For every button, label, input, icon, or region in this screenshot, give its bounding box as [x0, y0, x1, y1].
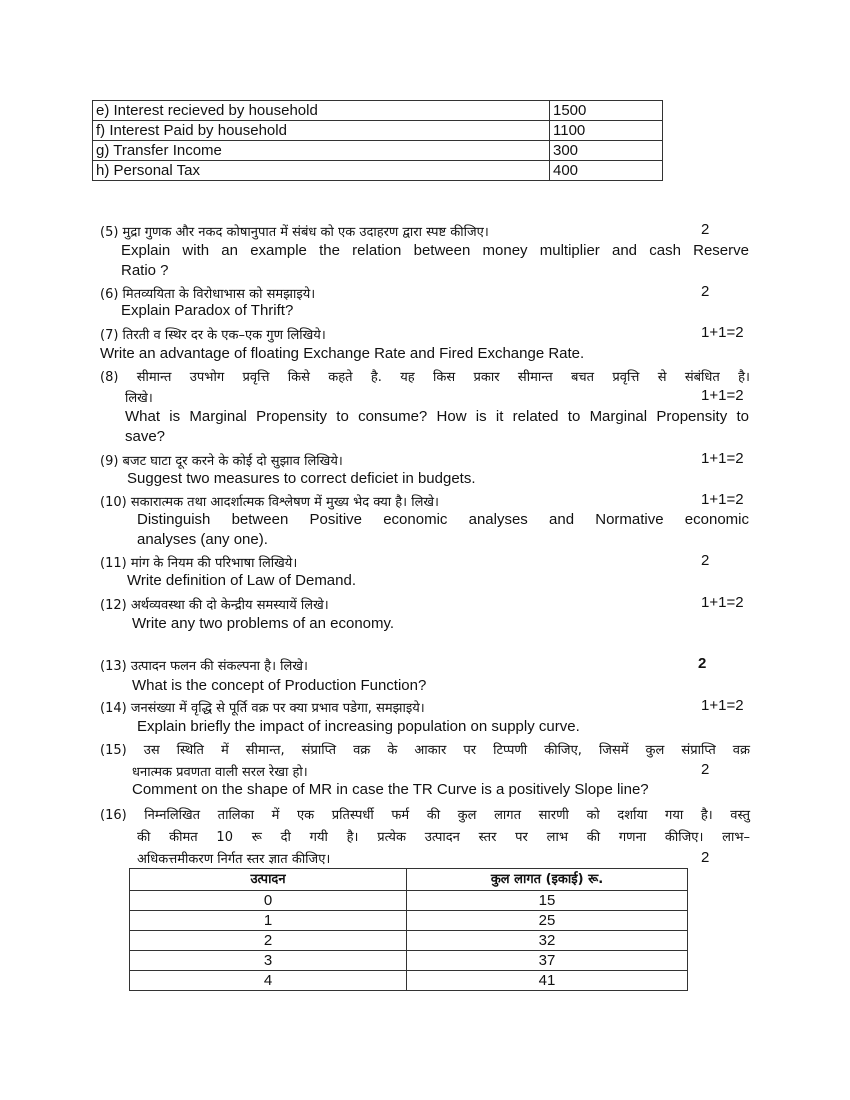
table-cell: 1100 — [550, 121, 663, 141]
question-5-english-line2: Ratio ? — [121, 262, 169, 279]
question-15-hindi-line1: (15) उस स्थिति में सीमान्त, संप्राप्ति वक्र के आकार पर टिप्पणी कीजिए, जिसमें कुल संप्राप्ति वक्र — [100, 743, 750, 758]
question-10-english-line2: analyses (any one). — [137, 531, 268, 548]
table-row — [93, 161, 663, 181]
question-6-hindi: (6) मितव्ययिता के विरोधाभास को समझाइये। — [100, 287, 316, 302]
table-cell: 300 — [550, 141, 663, 161]
table-cell: 4 — [130, 971, 407, 991]
question-16-hindi-line2: की कीमत 10 रू दी गयी है। प्रत्येक उत्पादन स्तर पर लाभ की गणना कीजिए। लाभ– — [137, 830, 750, 845]
question-15-hindi-line2: धनात्मक प्रवणता वाली सरल रेखा हो। — [132, 765, 308, 780]
question-14-english: Explain briefly the impact of increasing population on supply curve. — [137, 718, 580, 735]
question-6-marks: 2 — [701, 283, 710, 300]
question-12-english: Write any two problems of an economy. — [132, 615, 395, 632]
income-table — [92, 100, 663, 181]
table-cell: f) Interest Paid by household — [93, 121, 550, 141]
question-8-hindi-line1: (8) सीमान्त उपभोग प्रवृत्ति किसे कहते है. यह किस प्रकार सीमान्त बचत प्रवृत्ति से संबंधित है। — [100, 370, 750, 385]
question-8-marks: 1+1=2 — [701, 387, 744, 404]
question-10-marks: 1+1=2 — [701, 491, 744, 508]
cost-table — [129, 868, 688, 991]
table-cell: 15 — [407, 891, 688, 911]
table-row — [93, 141, 663, 161]
table-row — [130, 951, 688, 971]
question-16-marks: 2 — [701, 849, 710, 866]
table-row — [130, 891, 688, 911]
question-7-hindi: (7) तिरती व स्थिर दर के एक–एक गुण लिखिये। — [100, 328, 326, 343]
table-cell: 25 — [407, 911, 688, 931]
question-10-hindi: (10) सकारात्मक तथा आदर्शात्मक विश्लेषण में मुख्य भेद क्या है। लिखे। — [100, 495, 439, 510]
table-cell: 32 — [407, 931, 688, 951]
question-5-english-line1: Explain with an example the relation between money multiplier and cash Reserve — [121, 242, 749, 259]
column-header-total-cost: कुल लागत (इकाई) रू. — [407, 869, 688, 891]
table-cell: 37 — [407, 951, 688, 971]
question-16-hindi-line3: अधिकत्तमीकरण निर्गत स्तर ज्ञात कीजिए। — [137, 852, 331, 867]
question-8-hindi-line2: लिखे। — [125, 391, 153, 406]
table-cell: 41 — [407, 971, 688, 991]
table-cell: h) Personal Tax — [93, 161, 550, 181]
table-row — [93, 101, 663, 121]
table-cell: 0 — [130, 891, 407, 911]
question-11-english: Write definition of Law of Demand. — [127, 572, 357, 589]
question-12-marks: 1+1=2 — [701, 594, 744, 611]
table-cell: 400 — [550, 161, 663, 181]
question-14-marks: 1+1=2 — [701, 697, 744, 714]
column-header-output: उत्पादन — [130, 869, 407, 891]
question-13-marks: 2 — [698, 655, 707, 672]
question-9-hindi: (9) बजट घाटा दूर करने के कोई दो सुझाव लिखिये। — [100, 454, 343, 469]
table-row — [130, 931, 688, 951]
table-row — [130, 911, 688, 931]
table-cell: 1500 — [550, 101, 663, 121]
question-9-english: Suggest two measures to correct deficiet in budgets. — [127, 470, 476, 487]
question-15-english: Comment on the shape of MR in case the TR Curve is a positively Slope line? — [132, 781, 649, 798]
question-10-english-line1: Distinguish between Positive economic analyses and Normative economic — [137, 511, 749, 528]
question-14-hindi: (14) जनसंख्या में वृद्धि से पूर्ति वक्र पर क्या प्रभाव पडेगा, समझाइये। — [100, 701, 425, 716]
question-9-marks: 1+1=2 — [701, 450, 744, 467]
question-7-english: Write an advantage of floating Exchange Rate and Fired Exchange Rate. — [100, 345, 585, 362]
question-7-marks: 1+1=2 — [701, 324, 744, 341]
question-11-marks: 2 — [701, 552, 710, 569]
question-6-english: Explain Paradox of Thrift? — [121, 302, 294, 319]
question-5-hindi: (5) मुद्रा गुणक और नकद कोषानुपात में संबंध को एक उदाहरण द्वारा स्पष्ट कीजिए। — [100, 225, 489, 240]
question-11-hindi: (11) मांग के नियम की परिभाषा लिखिये। — [100, 556, 298, 571]
question-12-hindi: (12) अर्थव्यवस्था की दो केन्द्रीय समस्यायें लिखे। — [100, 598, 329, 613]
question-13-english: What is the concept of Production Function? — [132, 677, 427, 694]
table-cell: 3 — [130, 951, 407, 971]
question-13-hindi: (13) उत्पादन फलन की संकल्पना है। लिखे। — [100, 659, 308, 674]
question-8-english-line1: What is Marginal Propensity to consume? How is it related to Marginal Propensity to — [125, 408, 749, 425]
question-5-marks: 2 — [701, 221, 710, 238]
table-cell: e) Interest recieved by household — [93, 101, 550, 121]
table-cell: 2 — [130, 931, 407, 951]
question-15-marks: 2 — [701, 761, 710, 778]
table-cell: 1 — [130, 911, 407, 931]
table-row — [130, 971, 688, 991]
table-header-row — [130, 869, 688, 891]
question-8-english-line2: save? — [125, 428, 166, 445]
table-row — [93, 121, 663, 141]
question-16-hindi-line1: (16) निम्नलिखित तालिका में एक प्रतिस्पर्धी फर्म की कुल लागत सारणी को दर्शाया गया है। वस्तु — [100, 808, 750, 823]
table-cell: g) Transfer Income — [93, 141, 550, 161]
